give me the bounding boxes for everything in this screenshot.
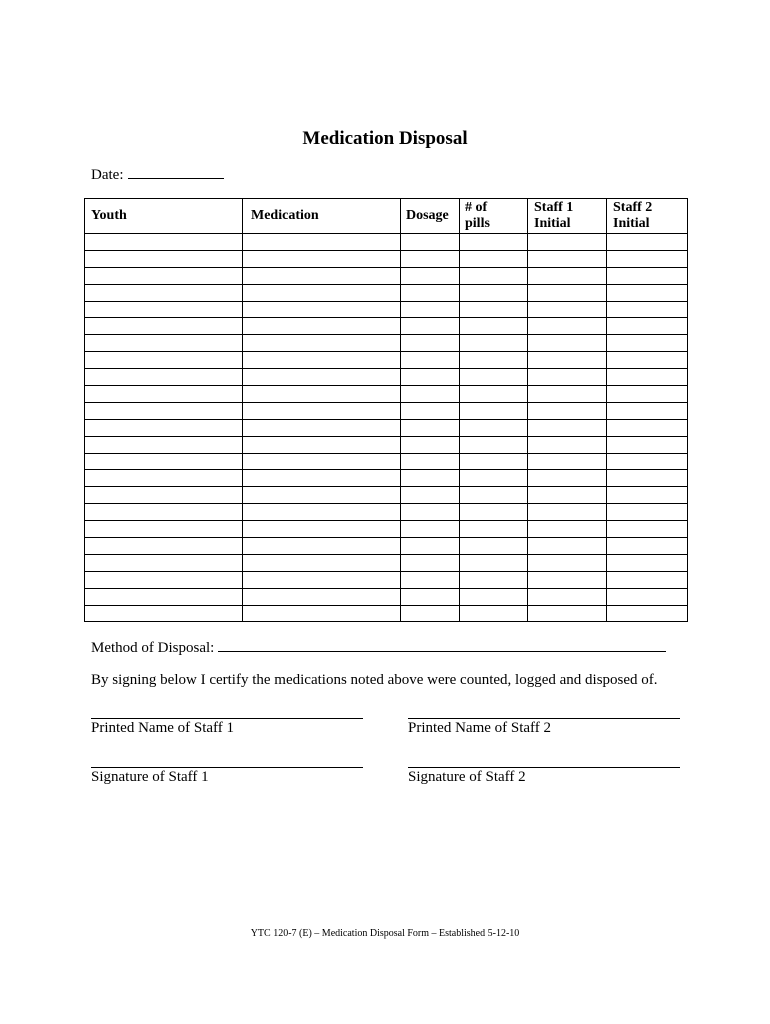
table-cell[interactable] [528,453,607,470]
table-cell[interactable] [528,301,607,318]
table-row [85,267,688,284]
table-cell[interactable] [401,267,460,284]
table-row [85,250,688,267]
table-cell[interactable] [243,234,401,251]
table-cell[interactable] [528,402,607,419]
printed-name-2-line[interactable] [408,718,680,719]
table-cell[interactable] [243,301,401,318]
table-cell[interactable] [243,318,401,335]
table-cell[interactable] [85,538,243,555]
table-cell[interactable] [460,470,528,487]
table-cell[interactable] [460,318,528,335]
col-header-medication: Medication [243,199,401,234]
signature-2-line[interactable] [408,767,680,768]
table-cell[interactable] [85,318,243,335]
table-cell[interactable] [528,419,607,436]
table-cell[interactable] [528,470,607,487]
table-cell[interactable] [401,335,460,352]
table-cell[interactable] [243,335,401,352]
table-cell[interactable] [401,470,460,487]
table-cell[interactable] [528,554,607,571]
table-cell[interactable] [460,250,528,267]
table-cell[interactable] [401,453,460,470]
table-cell[interactable] [401,386,460,403]
table-cell[interactable] [607,538,688,555]
table-cell[interactable] [243,571,401,588]
table-row [85,318,688,335]
table-cell[interactable] [401,436,460,453]
table-cell[interactable] [528,487,607,504]
table-cell[interactable] [460,436,528,453]
table-cell[interactable] [85,250,243,267]
table-cell[interactable] [401,521,460,538]
form-footer: YTC 120-7 (E) – Medication Disposal Form – Established 5-12-10 [250,928,520,939]
table-cell[interactable] [401,352,460,369]
table-cell[interactable] [85,301,243,318]
table-cell[interactable] [607,386,688,403]
table-cell[interactable] [607,588,688,605]
table-cell[interactable] [607,453,688,470]
table-cell[interactable] [85,470,243,487]
table-cell[interactable] [607,369,688,386]
table-cell[interactable] [607,402,688,419]
table-cell[interactable] [401,538,460,555]
table-cell[interactable] [607,436,688,453]
table-cell[interactable] [85,419,243,436]
table-cell[interactable] [460,386,528,403]
table-cell[interactable] [460,335,528,352]
table-row [85,470,688,487]
table-cell[interactable] [460,267,528,284]
table-cell[interactable] [243,504,401,521]
table-cell[interactable] [243,352,401,369]
table-cell[interactable] [460,402,528,419]
table-cell[interactable] [85,588,243,605]
medication-log-table [84,198,688,622]
signature-1-line[interactable] [91,767,363,768]
printed-name-1-label: Printed Name of Staff 1 [91,720,235,736]
certification-text: By signing below I certify the medications noted above were counted, logged and disposed of. [91,672,658,688]
table-cell[interactable] [243,554,401,571]
table-header-row [85,199,688,234]
table-cell[interactable] [401,402,460,419]
table-cell[interactable] [528,267,607,284]
table-cell[interactable] [607,352,688,369]
table-cell[interactable] [85,352,243,369]
table-row [85,436,688,453]
table-cell[interactable] [85,554,243,571]
table-cell[interactable] [607,250,688,267]
table-row [85,419,688,436]
table-cell[interactable] [607,335,688,352]
table-cell[interactable] [243,521,401,538]
table-cell[interactable] [401,504,460,521]
table-row [85,402,688,419]
table-cell[interactable] [607,301,688,318]
table-cell[interactable] [85,402,243,419]
col-header-staff1: Staff 1 Initial [528,199,607,234]
table-cell[interactable] [85,234,243,251]
table-cell[interactable] [528,504,607,521]
table-cell[interactable] [528,369,607,386]
table-cell[interactable] [528,386,607,403]
table-row [85,571,688,588]
method-row [91,639,666,657]
table-cell[interactable] [401,284,460,301]
table-cell[interactable] [243,453,401,470]
table-cell[interactable] [243,588,401,605]
table-cell[interactable] [460,538,528,555]
table-cell[interactable] [607,571,688,588]
table-cell[interactable] [607,521,688,538]
page-title: Medication Disposal [302,128,468,149]
table-cell[interactable] [607,284,688,301]
table-row [85,453,688,470]
table-cell[interactable] [243,538,401,555]
table-cell[interactable] [607,267,688,284]
table-cell[interactable] [401,369,460,386]
table-row [85,554,688,571]
table-cell[interactable] [243,470,401,487]
table-cell[interactable] [607,605,688,622]
table-cell[interactable] [401,318,460,335]
date-row [91,166,224,184]
table-cell[interactable] [460,605,528,622]
table-cell[interactable] [460,284,528,301]
table-row [85,234,688,251]
table-cell[interactable] [401,487,460,504]
table-cell[interactable] [85,487,243,504]
table-cell[interactable] [528,234,607,251]
table-cell[interactable] [528,521,607,538]
table-cell[interactable] [85,335,243,352]
table-cell[interactable] [460,588,528,605]
table-cell[interactable] [607,318,688,335]
table-cell[interactable] [401,250,460,267]
table-row [85,588,688,605]
table-row [85,352,688,369]
signature-2-label: Signature of Staff 2 [408,769,526,785]
table-cell[interactable] [528,605,607,622]
table-cell[interactable] [401,419,460,436]
printed-name-1-line[interactable] [91,718,363,719]
method-label: Method of Disposal: [91,640,215,656]
table-row [85,538,688,555]
table-cell[interactable] [607,419,688,436]
method-field[interactable] [218,639,666,652]
table-cell[interactable] [460,234,528,251]
table-cell[interactable] [243,402,401,419]
table-cell[interactable] [528,250,607,267]
table-cell[interactable] [460,487,528,504]
table-body [85,234,688,622]
table-row [85,369,688,386]
table-cell[interactable] [528,588,607,605]
table-cell[interactable] [243,267,401,284]
table-cell[interactable] [607,487,688,504]
table-cell[interactable] [85,504,243,521]
table-cell[interactable] [85,267,243,284]
table-cell[interactable] [528,335,607,352]
col-header-pills: # of pills [460,199,528,234]
table-cell[interactable] [85,369,243,386]
table-cell[interactable] [243,605,401,622]
table-cell[interactable] [528,538,607,555]
table-cell[interactable] [243,386,401,403]
table-cell[interactable] [460,453,528,470]
signature-1-label: Signature of Staff 1 [91,769,209,785]
table-cell[interactable] [85,436,243,453]
table-cell[interactable] [528,284,607,301]
table-cell[interactable] [528,571,607,588]
table-cell[interactable] [528,318,607,335]
table-cell[interactable] [85,521,243,538]
table-row [85,521,688,538]
table-cell[interactable] [607,504,688,521]
table-cell[interactable] [460,521,528,538]
table-cell[interactable] [401,301,460,318]
table-row [85,301,688,318]
table-cell[interactable] [243,284,401,301]
table-cell[interactable] [460,369,528,386]
table-cell[interactable] [460,504,528,521]
table-cell[interactable] [85,571,243,588]
table-cell[interactable] [85,605,243,622]
table-cell[interactable] [243,369,401,386]
table-cell[interactable] [243,250,401,267]
table-row [85,605,688,622]
table-row [85,335,688,352]
table-row [85,487,688,504]
table-row [85,504,688,521]
table-cell[interactable] [460,352,528,369]
table-cell[interactable] [607,234,688,251]
table-cell[interactable] [85,386,243,403]
printed-name-2-label: Printed Name of Staff 2 [408,720,552,736]
table-cell[interactable] [460,419,528,436]
col-header-staff2: Staff 2 Initial [607,199,688,234]
table-cell[interactable] [401,234,460,251]
table-cell[interactable] [460,571,528,588]
table-cell[interactable] [401,554,460,571]
table-cell[interactable] [607,470,688,487]
date-label: Date: [91,167,124,183]
table-cell[interactable] [528,436,607,453]
table-row [85,284,688,301]
table-cell[interactable] [85,453,243,470]
date-field[interactable] [128,166,224,179]
table-cell[interactable] [528,352,607,369]
table-row [85,386,688,403]
table-cell[interactable] [401,605,460,622]
table-cell[interactable] [243,487,401,504]
table-cell[interactable] [401,588,460,605]
col-header-dosage: Dosage [401,199,460,234]
table-cell[interactable] [460,554,528,571]
table-cell[interactable] [460,301,528,318]
table-cell[interactable] [243,419,401,436]
table-cell[interactable] [607,554,688,571]
col-header-youth: Youth [85,199,243,234]
table-cell[interactable] [243,436,401,453]
table-cell[interactable] [85,284,243,301]
table-cell[interactable] [401,571,460,588]
